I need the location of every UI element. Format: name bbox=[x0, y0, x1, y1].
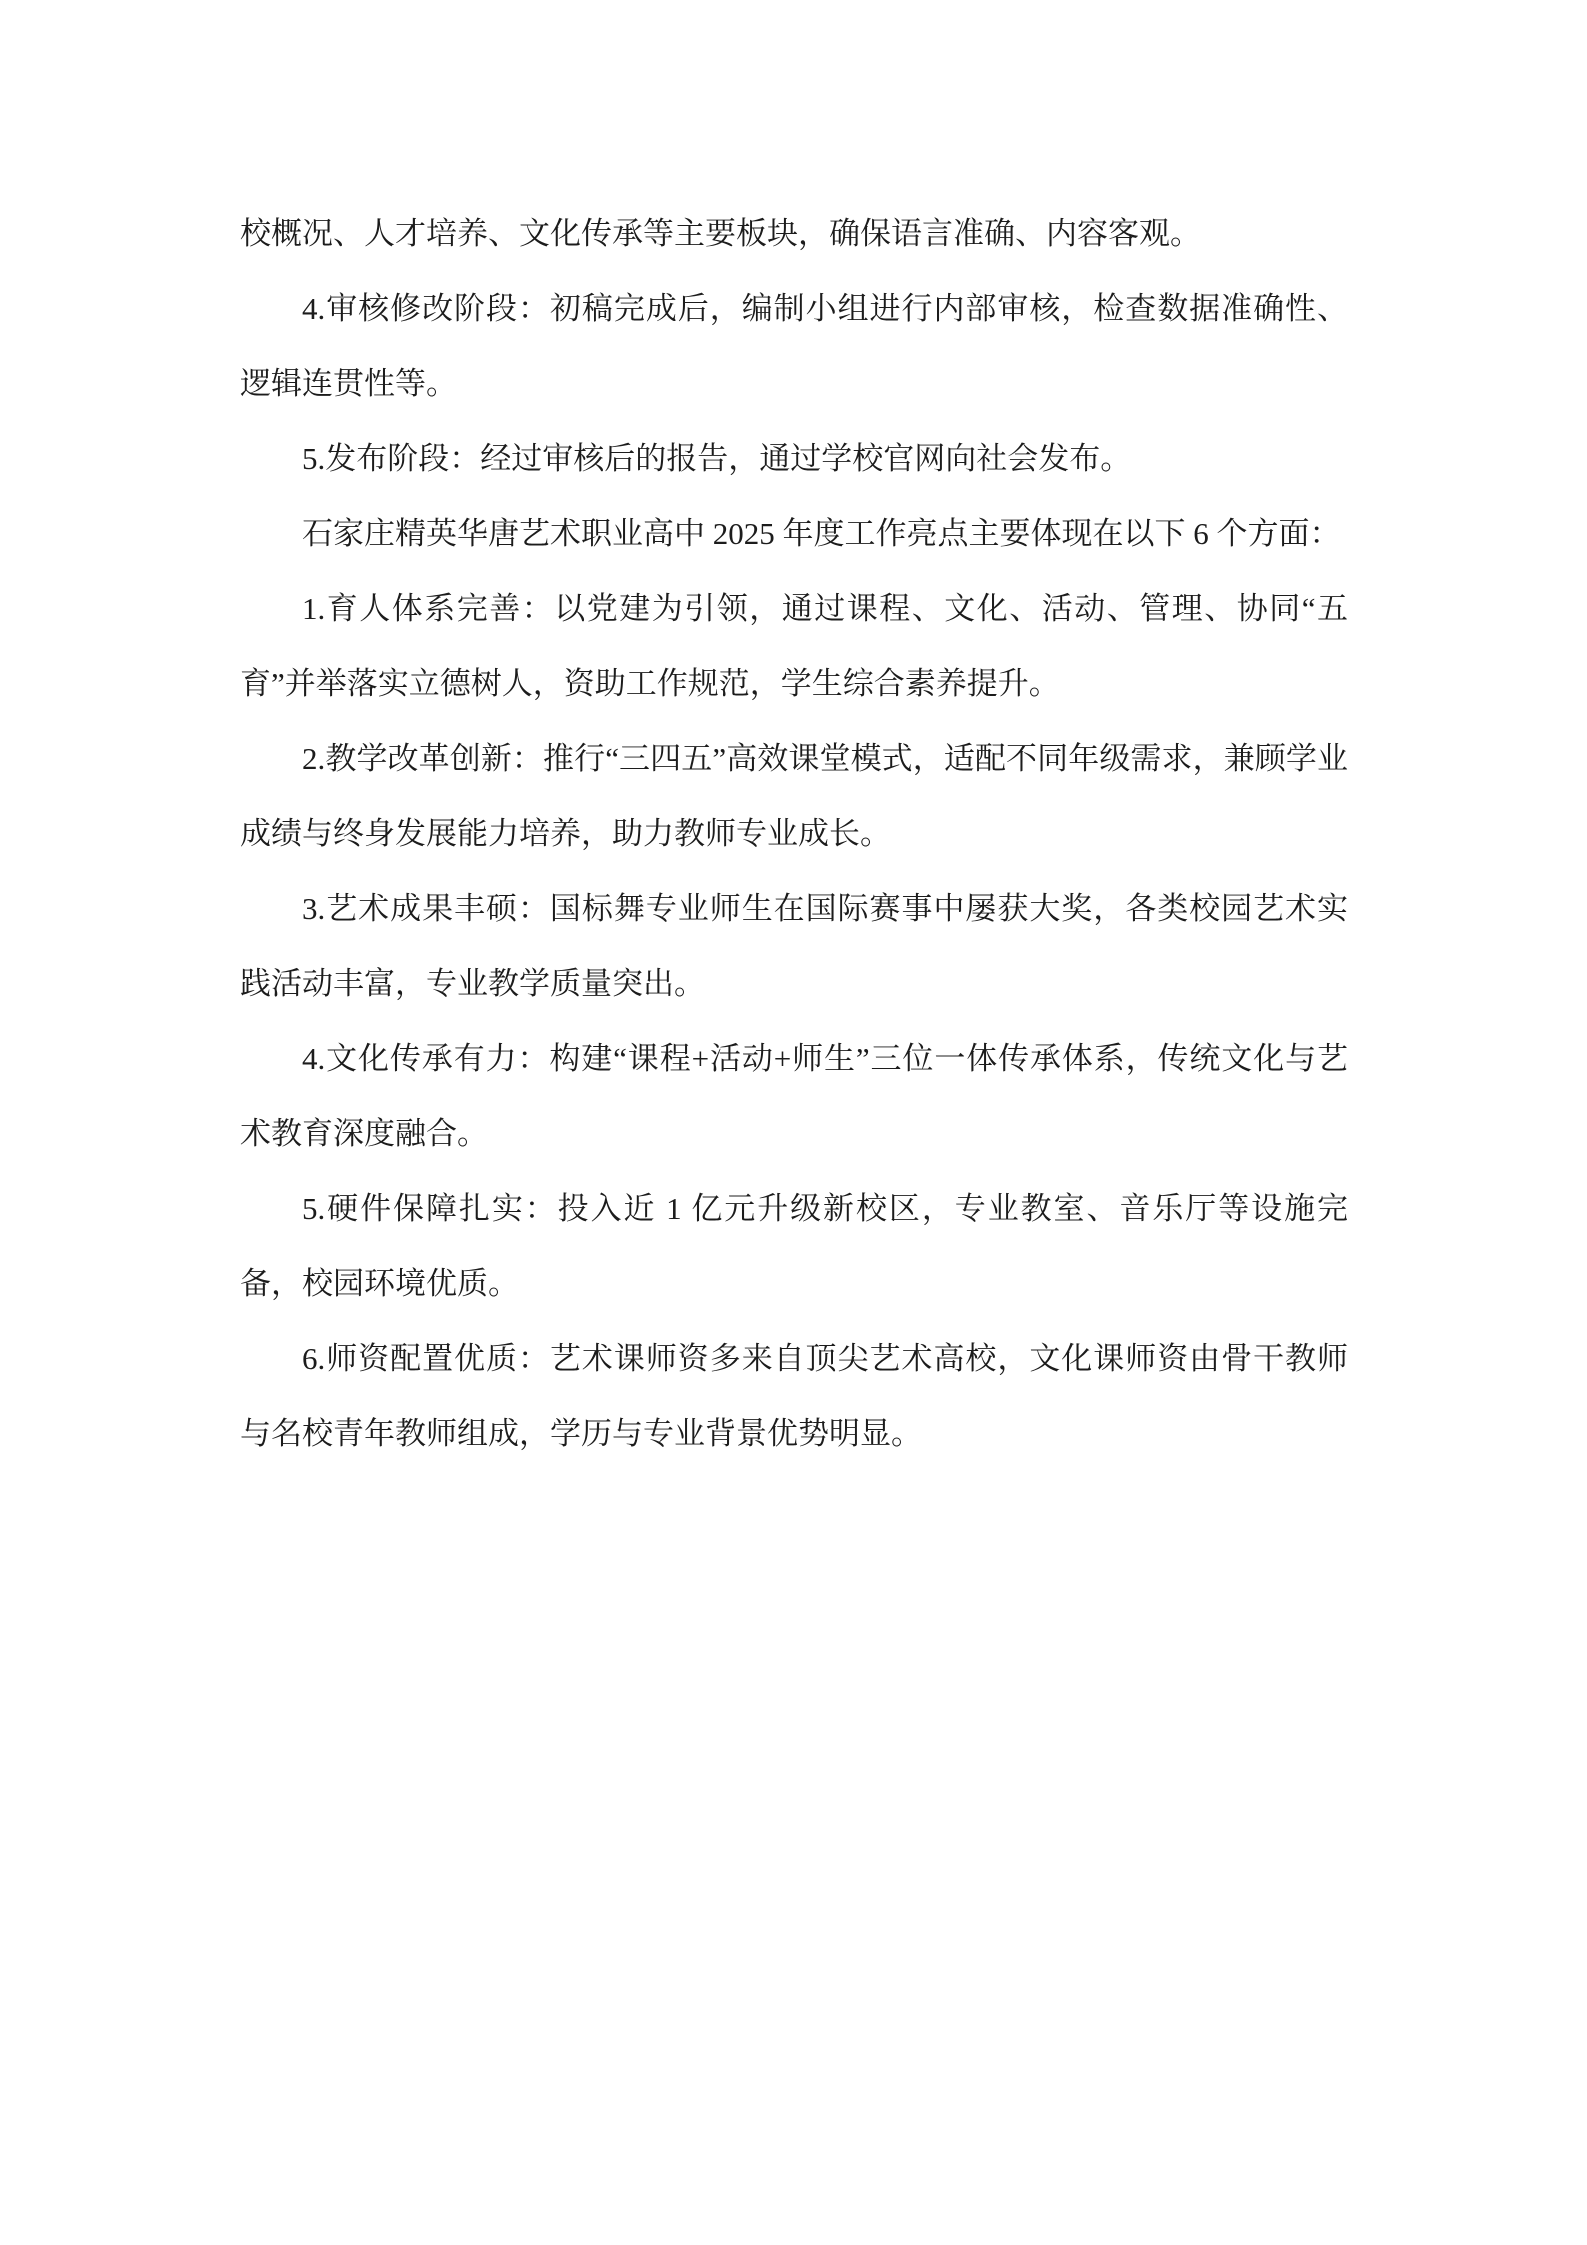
paragraph: 3.艺术成果丰硕：国标舞专业师生在国际赛事中屡获大奖，各类校园艺术实践活动丰富，专业教学质量突出。 bbox=[240, 891, 1348, 1001]
paragraph: 5.硬件保障扎实：投入近 1 亿元升级新校区，专业教室、音乐厅等设施完备，校园环境优质。 bbox=[240, 1191, 1348, 1301]
paragraph: 5.发布阶段：经过审核后的报告，通过学校官网向社会发布。 bbox=[302, 441, 1132, 476]
paragraph: 2.教学改革创新：推行“三四五”高效课堂模式，适配不同年级需求，兼顾学业成绩与终身发展能力培养，助力教师专业成长。 bbox=[240, 741, 1348, 851]
paragraph: 1.育人体系完善：以党建为引领，通过课程、文化、活动、管理、协同“五育”并举落实立德树人，资助工作规范，学生综合素养提升。 bbox=[240, 591, 1348, 701]
document-body bbox=[240, 196, 1348, 1471]
paragraph: 校概况、人才培养、文化传承等主要板块，确保语言准确、内容客观。 bbox=[240, 216, 1201, 251]
paragraph: 4.文化传承有力：构建“课程+活动+师生”三位一体传承体系，传统文化与艺术教育深度融合。 bbox=[240, 1041, 1348, 1151]
paragraph: 4.审核修改阶段：初稿完成后，编制小组进行内部审核，检查数据准确性、逻辑连贯性等。 bbox=[240, 291, 1348, 401]
paragraph: 石家庄精英华唐艺术职业高中 2025 年度工作亮点主要体现在以下 6 个方面： bbox=[302, 516, 1341, 551]
paragraph: 6.师资配置优质：艺术课师资多来自顶尖艺术高校，文化课师资由骨干教师与名校青年教师组成，学历与专业背景优势明显。 bbox=[240, 1341, 1348, 1451]
